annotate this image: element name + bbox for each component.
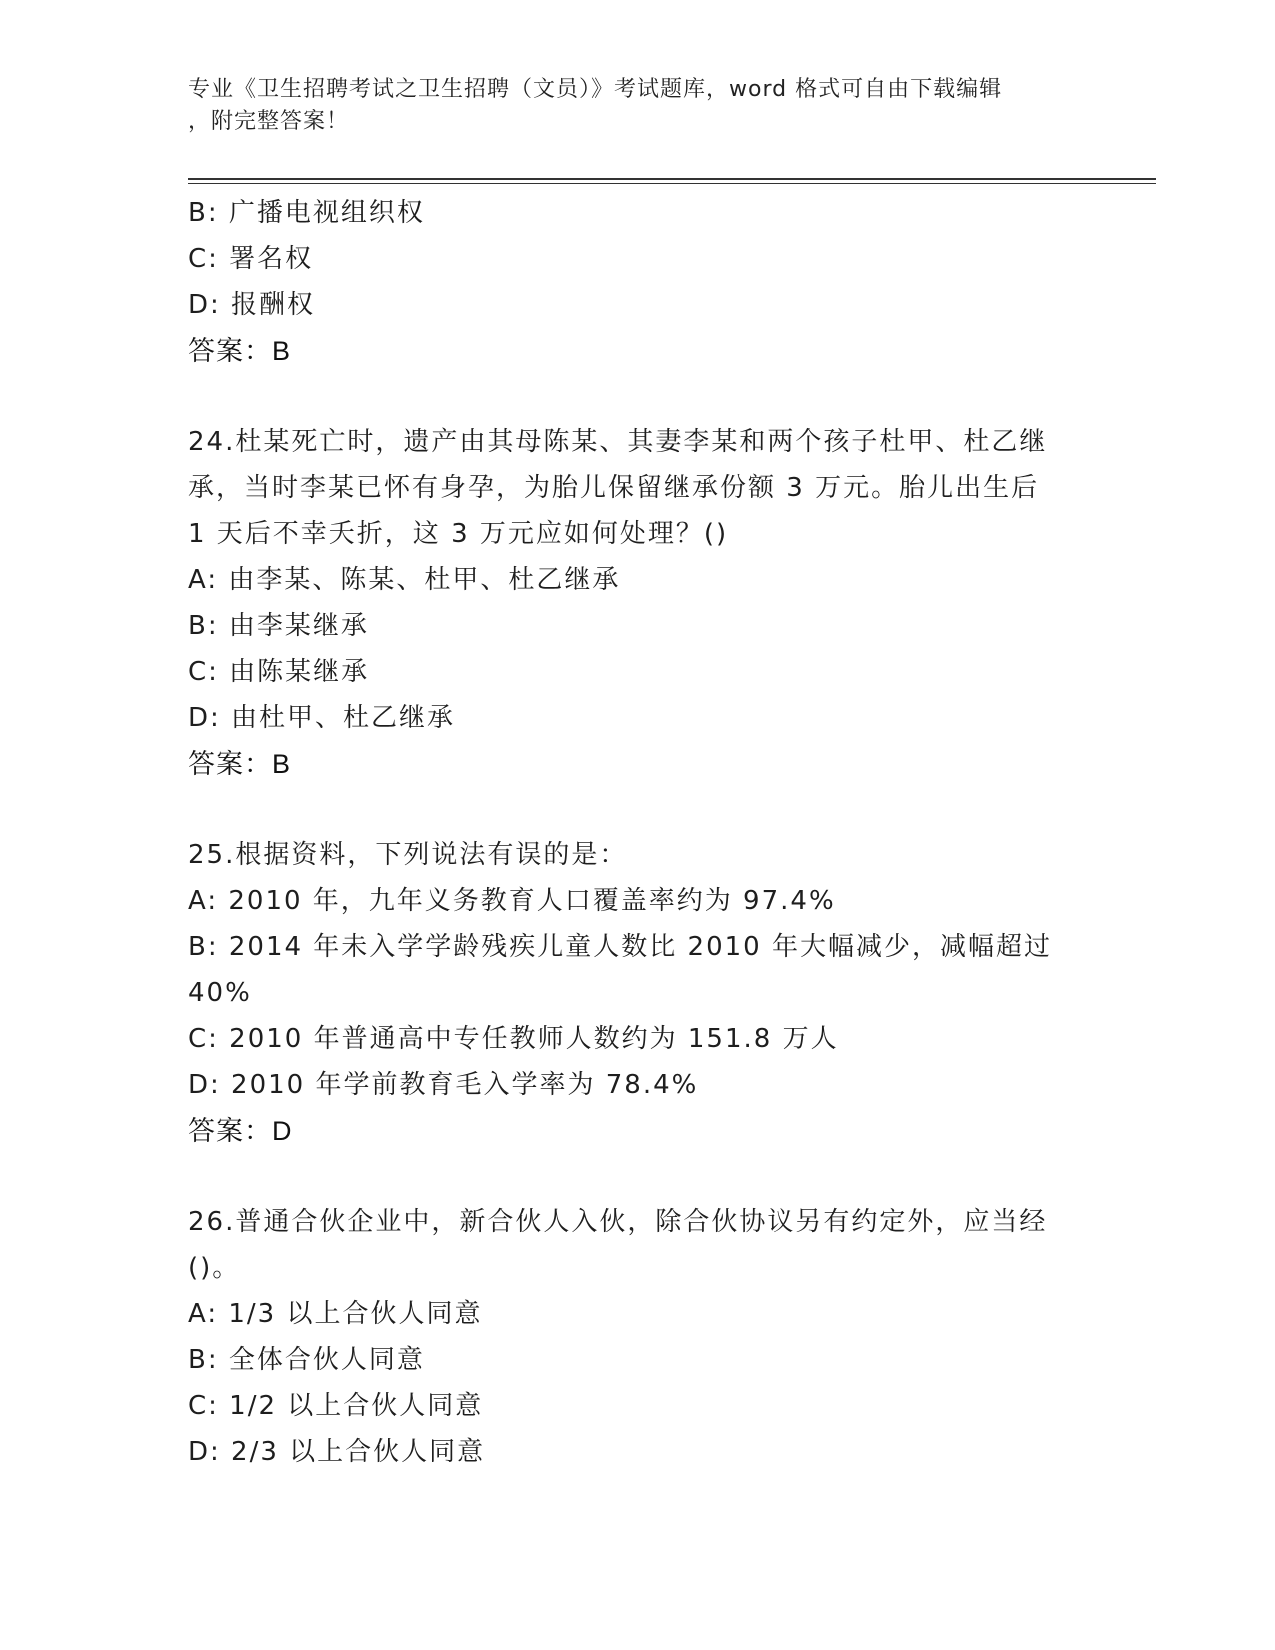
answer-line: 答案：B [188, 749, 292, 779]
option-b: B: 全体合伙人同意 [188, 1345, 425, 1375]
question-stem-line: 承，当时李某已怀有身孕，为胎儿保留继承份额 3 万元。胎儿出生后 [188, 473, 1040, 503]
option-c: C: 由陈某继承 [188, 657, 370, 687]
prev-question-block [188, 190, 1088, 374]
question-stem-line: ()。 [188, 1253, 241, 1283]
option-b: B: 广播电视组织权 [188, 198, 425, 228]
spacer [188, 1154, 1088, 1199]
option-a: A: 2010 年，九年义务教育人口覆盖率约为 97.4% [188, 886, 836, 916]
answer-line: 答案：D [188, 1116, 293, 1146]
question-stem-line: 26.普通合伙企业中，新合伙人入伙，除合伙协议另有约定外，应当经 [188, 1207, 1048, 1237]
header-line-2: ，附完整答案！ [188, 109, 350, 134]
question-24 [188, 419, 1088, 787]
question-26 [188, 1199, 1088, 1475]
header-divider-thin [188, 183, 1156, 184]
option-c: C: 2010 年普通高中专任教师人数约为 151.8 万人 [188, 1024, 839, 1054]
answer-line: 答案：B [188, 336, 292, 366]
question-stem-line: 25.根据资料，下列说法有误的是： [188, 840, 628, 870]
option-b: B: 2014 年未入学学龄残疾儿童人数比 2010 年大幅减少，减幅超过 [188, 932, 1052, 962]
option-d: D: 由杜甲、杜乙继承 [188, 703, 456, 733]
question-stem-line: 1 天后不幸夭折，这 3 万元应如何处理？() [188, 519, 729, 549]
option-c: C: 署名权 [188, 244, 314, 274]
option-d: D: 2/3 以上合伙人同意 [188, 1437, 486, 1467]
question-list [188, 190, 1088, 1475]
option-b: B: 由李某继承 [188, 611, 369, 641]
header-divider-thick [188, 178, 1156, 180]
option-d: D: 报酬权 [188, 290, 316, 320]
option-a: A: 1/3 以上合伙人同意 [188, 1299, 483, 1329]
option-d: D: 2010 年学前教育毛入学率为 78.4% [188, 1070, 699, 1100]
header-line-1: 专业《卫生招聘考试之卫生招聘（文员）》考试题库，word 格式可自由下载编辑 [188, 77, 1003, 102]
option-a: A: 由李某、陈某、杜甲、杜乙继承 [188, 565, 621, 595]
option-c: C: 1/2 以上合伙人同意 [188, 1391, 484, 1421]
spacer [188, 374, 1088, 419]
option-b-continuation: 40% [188, 978, 252, 1008]
document-header [188, 74, 1088, 138]
spacer [188, 787, 1088, 832]
question-25 [188, 832, 1088, 1154]
question-stem-line: 24.杜某死亡时，遗产由其母陈某、其妻李某和两个孩子杜甲、杜乙继 [188, 427, 1048, 457]
